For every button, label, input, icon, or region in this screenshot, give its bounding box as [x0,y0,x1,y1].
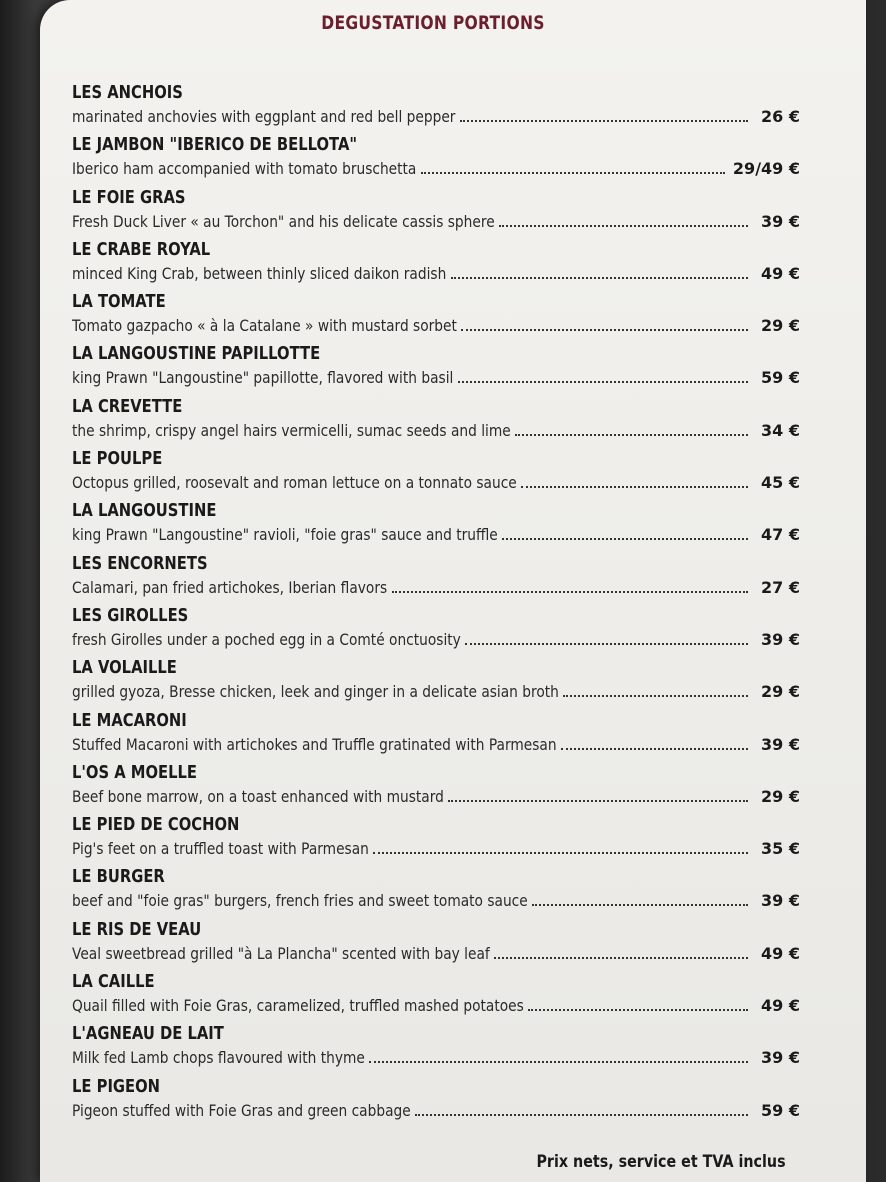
dish-name: LE FOIE GRAS [72,186,186,208]
dish-line [72,313,800,337]
dish-name: LA CAILLE [72,971,155,993]
dish-description: king Prawn "Langoustine" ravioli, "foie gras" sauce and truffle [72,525,498,545]
dot-leader [499,223,748,227]
dish-line [72,941,800,965]
dish-name: LES ANCHOIS [72,82,183,103]
dish-price: 27 € [761,577,800,597]
dish-name: LE CRABE ROYAL [72,238,211,260]
menu-item [72,553,800,605]
dish-name: LA LANGOUSTINE PAPILLOTTE [72,343,321,365]
menu-item [72,866,800,918]
menu-item [72,343,800,395]
dot-leader [502,536,748,540]
dish-line [72,679,800,703]
dot-leader [451,275,748,279]
dish-price: 35 € [761,839,800,859]
dish-line [72,627,800,651]
dish-name: LA CREVETTE [72,395,183,417]
menu-item [72,971,800,1023]
menu-item [72,657,800,709]
dish-name: LES GIROLLES [72,604,189,626]
dish-price: 39 € [761,734,800,754]
menu-title: DEGUSTATION PORTIONS [321,12,545,34]
dish-line [72,888,800,912]
dish-name: LA LANGOUSTINE [72,500,217,522]
dish-name: LE PIED DE COCHON [72,814,240,836]
dot-leader [521,484,748,488]
dish-price: 29 € [761,682,800,702]
menu-item [72,710,800,762]
dish-line [72,365,800,389]
dish-name: LE MACARONI [72,709,187,731]
dot-leader [421,170,725,174]
dish-name: LA TOMATE [72,291,166,313]
dish-price: 49 € [761,263,800,283]
dish-line [72,470,800,494]
dish-name: LE POULPE [72,448,163,470]
dot-leader [494,955,748,959]
dish-price: 29 € [761,786,800,806]
dish-price: 47 € [761,525,800,545]
dot-leader [415,1112,748,1116]
dish-name: LE JAMBON "IBERICO DE BELLOTA" [72,134,358,156]
menu-item [72,1076,800,1128]
dot-leader [458,379,748,383]
dish-line [72,418,800,442]
dot-leader [532,902,748,906]
dish-name: L'AGNEAU DE LAIT [72,1023,224,1045]
dish-description: marinated anchovies with eggplant and red bell pepper [72,107,456,126]
menu-item [72,605,800,657]
menu-item [72,500,800,552]
dish-price: 49 € [761,996,800,1016]
dish-price: 34 € [761,420,800,440]
dish-price: 39 € [761,891,800,911]
menu-item [72,134,800,186]
dot-leader [515,432,748,436]
dish-price: 45 € [761,473,800,493]
dot-leader [392,589,748,593]
dish-line [72,993,800,1017]
menu-item [72,814,800,866]
dish-description: Stuffed Macaroni with artichokes and Truffle gratinated with Parmesan [72,734,557,754]
dish-line [72,522,800,546]
dish-description: king Prawn "Langoustine" papillotte, flavored with basil [72,368,454,388]
dish-description: grilled gyoza, Bresse chicken, leek and ginger in a delicate asian broth [72,682,559,702]
dish-name: L'OS A MOELLE [72,761,198,783]
dot-leader [448,798,748,802]
dish-line [72,575,800,599]
dish-line [72,1098,800,1122]
dish-description: Pig's feet on a truffled toast with Parmesan [72,839,369,859]
dish-line [72,209,800,233]
dot-leader [528,1007,748,1011]
dot-leader [561,746,748,750]
menu-item [72,919,800,971]
dish-line [72,156,800,180]
menu-item [72,448,800,500]
dish-description: Quail filled with Foie Gras, caramelized, truffled mashed potatoes [72,996,524,1016]
dish-line [72,261,800,285]
menu-item [72,396,800,448]
dish-price: 29 € [761,316,800,336]
dish-description: Tomato gazpacho « à la Catalane » with mustard sorbet [72,316,457,336]
dish-name: LE PIGEON [72,1075,161,1097]
dish-description: Fresh Duck Liver « au Torchon" and his delicate cassis sphere [72,211,495,231]
dish-description: Beef bone marrow, on a toast enhanced with mustard [72,786,444,806]
dish-description: beef and "foie gras" burgers, french fries and sweet tomato sauce [72,891,528,911]
dish-price: 59 € [761,368,800,388]
price-note: Prix nets, service et TVA inclus [536,1152,786,1172]
dish-line [72,784,800,808]
dish-name: LES ENCORNETS [72,552,208,574]
menu-item [72,82,800,134]
dot-leader [460,118,748,122]
dish-description: the shrimp, crispy angel hairs vermicelli, sumac seeds and lime [72,420,511,440]
dish-name: LE BURGER [72,866,165,888]
dish-line [72,732,800,756]
dish-description: Iberico ham accompanied with tomato bruschetta [72,159,417,179]
dish-price: 29/49 € [732,159,800,179]
dot-leader [373,850,748,854]
dish-description: minced King Crab, between thinly sliced daikon radish [72,263,447,283]
dish-description: Veal sweetbread grilled "à La Plancha" scented with bay leaf [72,943,490,963]
menu-item [72,762,800,814]
menu-item [72,1023,800,1075]
dot-leader [563,693,748,697]
dish-price: 39 € [761,1048,800,1068]
dish-description: Milk fed Lamb chops flavoured with thyme [72,1048,365,1068]
menu-item [72,187,800,239]
menu-items-list [72,82,800,1128]
dish-name: LE RIS DE VEAU [72,918,202,940]
dot-leader [461,327,748,331]
dish-description: Octopus grilled, roosevalt and roman lettuce on a tonnato sauce [72,473,517,493]
dish-price: 26 € [761,107,800,126]
dish-line [72,104,800,128]
dish-description: fresh Girolles under a poched egg in a Comté onctuosity [72,629,461,649]
dish-line [72,836,800,860]
dish-price: 59 € [761,1100,800,1120]
dish-description: Pigeon stuffed with Foie Gras and green cabbage [72,1100,411,1120]
dish-line [72,1045,800,1069]
dish-price: 39 € [761,211,800,231]
dish-description: Calamari, pan fried artichokes, Iberian flavors [72,577,388,597]
dot-leader [369,1059,748,1063]
dot-leader [465,641,748,645]
menu-page [40,0,866,1182]
menu-item [72,291,800,343]
dish-name: LA VOLAILLE [72,657,177,679]
dish-price: 39 € [761,629,800,649]
menu-item [72,239,800,291]
dish-price: 49 € [761,943,800,963]
